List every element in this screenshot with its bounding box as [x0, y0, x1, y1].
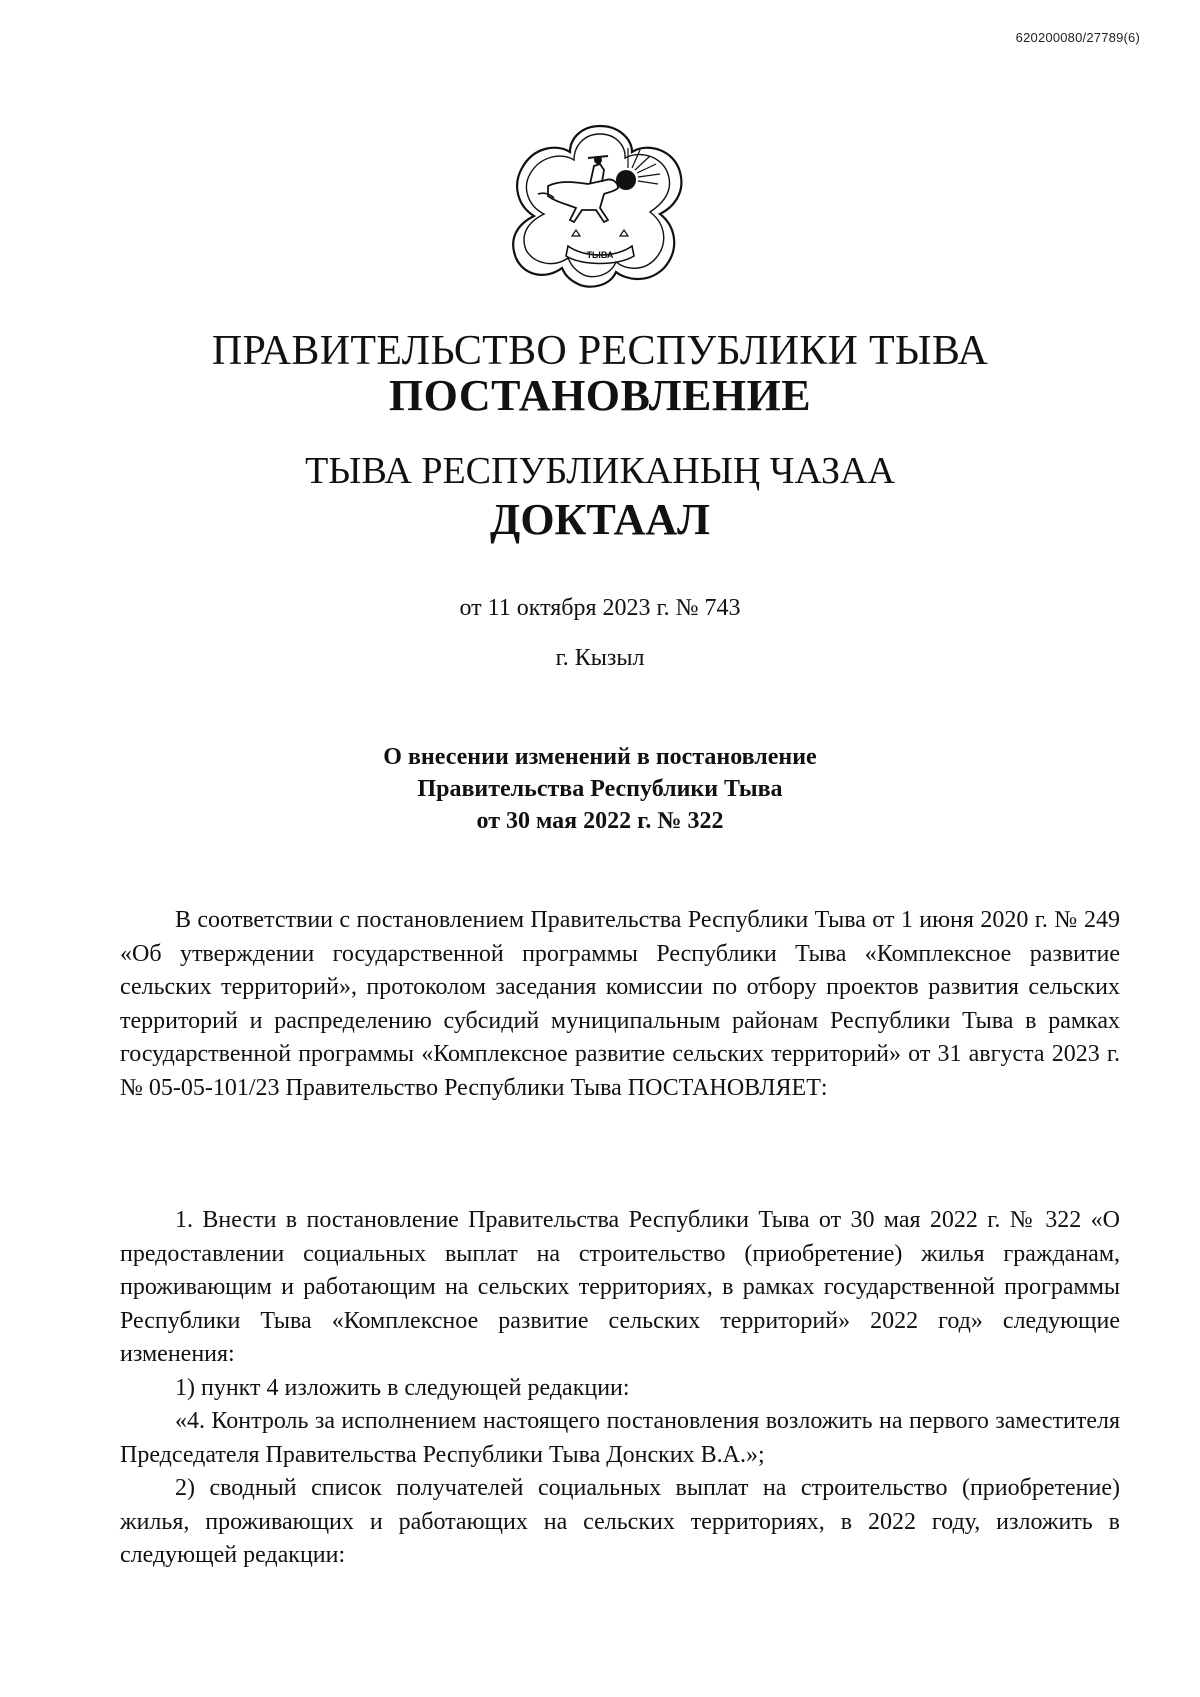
document-registration-number: 620200080/27789(6) — [1015, 30, 1140, 45]
subject-line-1: О внесении изменений в постановление — [383, 744, 817, 770]
decree-city: г. Кызыл — [555, 645, 645, 671]
preamble-text: В соответствии с постановлением Правительства Республики Тыва от 1 июня 2020 г. № 249 «Об утверждении государственной программы Республики Тыва «Комплексное развитие сельских территорий», протоколом заседания комиссии по отбору проектов развития сельских территорий и распределению субсидий муниципальным районам Республики Тыва в рамках государственной программы «Комплексное развитие сельских территорий» от 31 августа 2023 г. № 05-05-101/23 Правительство Республики Тыва ПОСТАНОВЛЯЕТ: — [120, 907, 1120, 1101]
item-1-1-quote: «4. Контроль за исполнением настоящего постановления возложить на первого заместителя Председателя Правительства Республики Тыва Донских В.А.»; — [120, 1408, 1120, 1468]
item-1-text: 1. Внести в постановление Правительства Республики Тыва от 30 мая 2022 г. № 322 «О предоставлении социальных выплат на строительство (приобретение) жилья гражданам, проживающим и работающим на сельских территориях, в рамках государственной программы Республики Тыва «Комплексное развитие сельских территорий» 2022 год» следующие изменения: — [120, 1207, 1120, 1367]
decree-title-tyvan: ДОКТААЛ — [490, 495, 710, 544]
subject-line-3: от 30 мая 2022 г. № 322 — [476, 808, 724, 834]
emblem-ribbon-text: ТЫВА — [586, 250, 614, 260]
decree-subject — [0, 741, 1200, 837]
government-title: ПРАВИТЕЛЬСТВО РЕСПУБЛИКИ ТЫВА — [211, 328, 989, 374]
decree-date-number: от 11 октября 2023 г. № 743 — [459, 595, 741, 621]
government-title-tyvan: ТЫВА РЕСПУБЛИКАНЫҢ ЧАЗАА — [305, 450, 895, 492]
decree-title: ПОСТАНОВЛЕНИЕ — [388, 371, 812, 420]
item-1-1-text: 1) пункт 4 изложить в следующей редакции: — [175, 1374, 630, 1401]
preamble-paragraph — [120, 904, 1120, 1105]
subject-line-2: Правительства Республики Тыва — [417, 776, 783, 802]
item-1-2-text: 2) сводный список получателей социальных выплат на строительство (приобретение) жилья, проживающих и работающих на сельских территориях, в 2022 году, изложить в следующей редакции: — [120, 1475, 1120, 1568]
tyva-coat-of-arms-icon — [508, 122, 692, 292]
resolution-items — [120, 1204, 1120, 1573]
